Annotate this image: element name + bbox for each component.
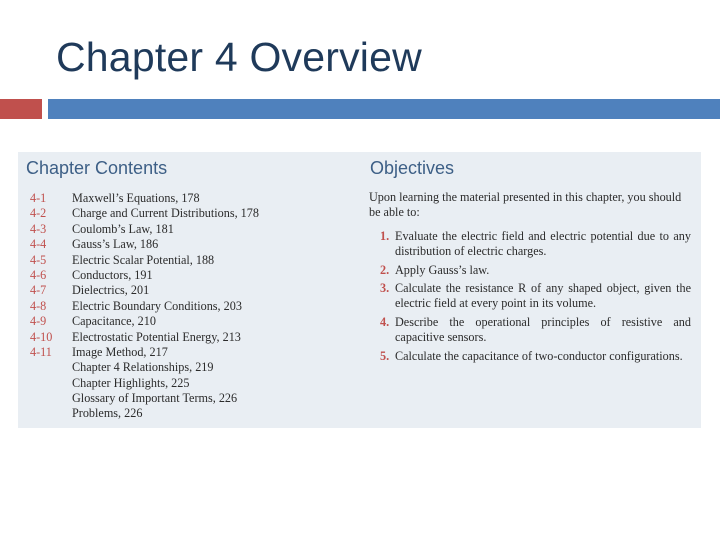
objective-text: Calculate the capacitance of two-conductor configurations. xyxy=(395,348,683,363)
toc-item-number: 4-6 xyxy=(30,267,47,282)
objective-number: 1. xyxy=(380,228,390,243)
toc-item-number: 4-4 xyxy=(30,237,47,252)
objective-item xyxy=(369,281,691,312)
objectives-list xyxy=(369,229,691,364)
toc-item-title: Chapter Highlights, 225 xyxy=(72,375,190,390)
objective-text: Evaluate the electric field and electric potential due to any distribution of electric charges. xyxy=(395,228,691,259)
toc-item-title: Electric Boundary Conditions, 203 xyxy=(72,298,242,313)
chapter-contents-heading: Chapter Contents xyxy=(26,158,168,178)
objective-item xyxy=(369,263,691,278)
toc-item-title: Glossary of Important Terms, 226 xyxy=(72,391,238,406)
toc-item-title: Charge and Current Distributions, 178 xyxy=(72,206,259,221)
objective-number: 2. xyxy=(380,262,390,277)
toc-item-number: 4-8 xyxy=(30,298,47,313)
toc-item-number: 4-5 xyxy=(30,252,47,267)
toc-item-number: 4-1 xyxy=(30,191,47,205)
toc-item-title: Maxwell’s Equations, 178 xyxy=(72,191,200,205)
objective-text: Calculate the resistance R of any shaped object, given the electric field at every point in its volume. xyxy=(395,281,691,311)
objective-item xyxy=(369,315,691,346)
objective-text: Describe the operational principles of resistive and capacitive sensors. xyxy=(395,314,691,345)
toc-item-title: Conductors, 191 xyxy=(72,267,153,282)
slide-title: Chapter 4 Overview xyxy=(56,34,422,80)
toc-item-number: 4-9 xyxy=(30,314,47,329)
toc-item-title: Problems, 226 xyxy=(72,406,143,421)
objective-number: 4. xyxy=(380,314,390,329)
objective-item xyxy=(369,349,691,364)
chapter-overview-panel xyxy=(18,152,701,428)
toc-item-title: Chapter 4 Relationships, 219 xyxy=(72,360,214,375)
toc-item-title: Electric Scalar Potential, 188 xyxy=(72,252,215,267)
title-accent-bar-blue xyxy=(48,99,720,119)
objectives-intro: Upon learning the material presented in this chapter, you should be able to: xyxy=(369,190,682,220)
objective-text: Apply Gauss’s law. xyxy=(395,262,490,277)
toc-item-title: Image Method, 217 xyxy=(72,344,168,359)
objectives-heading: Objectives xyxy=(370,158,455,178)
toc-item-title: Capacitance, 210 xyxy=(72,314,156,329)
toc-item-number: 4-7 xyxy=(30,283,47,298)
toc-item-number: 4-10 xyxy=(30,329,53,344)
toc-item-title: Coulomb’s Law, 181 xyxy=(72,221,174,236)
toc-item-number: 4-2 xyxy=(30,206,47,221)
toc-item-title: Electrostatic Potential Energy, 213 xyxy=(72,329,241,344)
toc-item-title: Gauss’s Law, 186 xyxy=(72,237,159,252)
toc-item-title: Dielectrics, 201 xyxy=(72,283,150,298)
toc-item-number: 4-11 xyxy=(30,344,52,359)
objective-item xyxy=(369,229,691,260)
objective-number: 5. xyxy=(380,348,390,363)
objectives-section xyxy=(369,190,691,367)
toc-item-number: 4-3 xyxy=(30,221,47,236)
title-accent-bar-red xyxy=(0,99,42,119)
objective-number: 3. xyxy=(380,281,390,296)
